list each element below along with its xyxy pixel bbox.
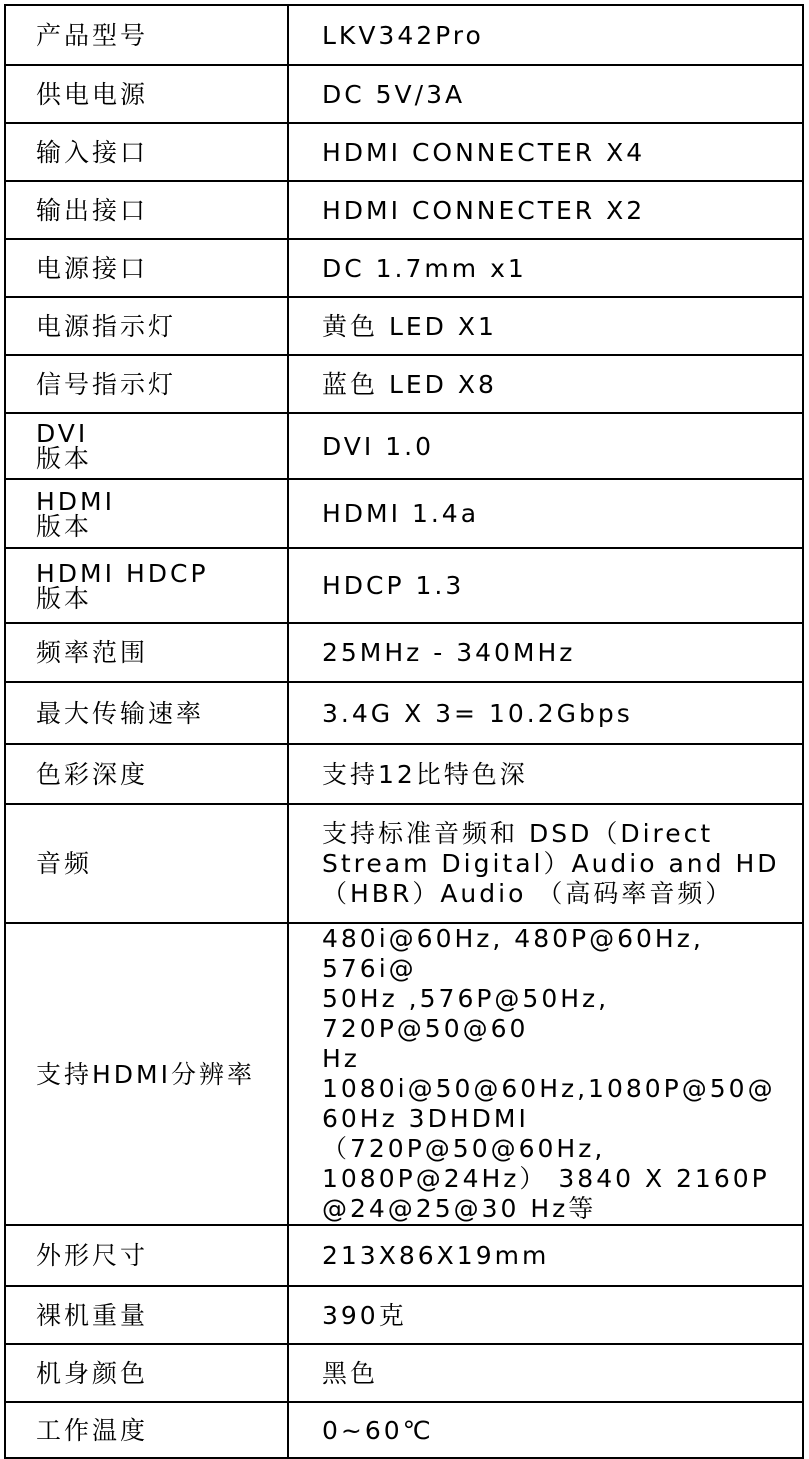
table-row xyxy=(5,297,803,355)
row-value: 支持12比特色深 xyxy=(288,744,803,804)
table-row xyxy=(5,181,803,239)
row-value: HDMI CONNECTER X4 xyxy=(288,123,803,181)
row-label: 外形尺寸 xyxy=(5,1225,288,1286)
row-value: HDCP 1.3 xyxy=(288,548,803,623)
table-row xyxy=(5,744,803,804)
table-row xyxy=(5,123,803,181)
table-row xyxy=(5,413,803,479)
table-row xyxy=(5,1225,803,1286)
row-value: HDMI CONNECTER X2 xyxy=(288,181,803,239)
row-label: 色彩深度 xyxy=(5,744,288,804)
row-label: 支持HDMI分辨率 xyxy=(5,923,288,1225)
row-label: 供电电源 xyxy=(5,65,288,123)
row-label: 裸机重量 xyxy=(5,1286,288,1344)
row-label: HDMI HDCP 版本 xyxy=(5,548,288,623)
table-row xyxy=(5,5,803,65)
row-label: 电源接口 xyxy=(5,239,288,297)
row-value: 25MHz - 340MHz xyxy=(288,623,803,682)
row-value: 3.4G X 3= 10.2Gbps xyxy=(288,682,803,744)
spec-table xyxy=(4,4,804,1459)
row-value: 390克 xyxy=(288,1286,803,1344)
table-row xyxy=(5,923,803,1225)
table-row xyxy=(5,548,803,623)
row-value: 蓝色 LED X8 xyxy=(288,355,803,413)
row-label: 输出接口 xyxy=(5,181,288,239)
row-label: 频率范围 xyxy=(5,623,288,682)
row-value: DC 5V/3A xyxy=(288,65,803,123)
table-row xyxy=(5,1402,803,1458)
row-label: 机身颜色 xyxy=(5,1344,288,1402)
row-label: DVI 版本 xyxy=(5,413,288,479)
table-row xyxy=(5,239,803,297)
row-value: 480i@60Hz, 480P@60Hz, 576i@ 50Hz ,576P@50Hz, 720P@50@60 Hz 1080i@50@60Hz,1080P@50@ 60Hz 3DHDMI（720P@50@60Hz, 1080P@24Hz） 3840 X 2160P @24@25@30 Hz等 xyxy=(288,923,803,1225)
table-row xyxy=(5,623,803,682)
row-label: HDMI 版本 xyxy=(5,479,288,548)
spec-table-body xyxy=(5,5,803,1458)
table-row xyxy=(5,65,803,123)
row-value: 黄色 LED X1 xyxy=(288,297,803,355)
table-row xyxy=(5,682,803,744)
row-value: HDMI 1.4a xyxy=(288,479,803,548)
table-row xyxy=(5,804,803,923)
row-label: 信号指示灯 xyxy=(5,355,288,413)
row-label: 电源指示灯 xyxy=(5,297,288,355)
row-label: 最大传输速率 xyxy=(5,682,288,744)
row-label: 产品型号 xyxy=(5,5,288,65)
row-label: 音频 xyxy=(5,804,288,923)
table-row xyxy=(5,479,803,548)
table-row xyxy=(5,1344,803,1402)
row-value: 支持标准音频和 DSD（Direct Stream Digital）Audio and HD （HBR）Audio （高码率音频） xyxy=(288,804,803,923)
row-label: 输入接口 xyxy=(5,123,288,181)
table-row xyxy=(5,355,803,413)
table-row xyxy=(5,1286,803,1344)
row-value: DVI 1.0 xyxy=(288,413,803,479)
row-label: 工作温度 xyxy=(5,1402,288,1458)
row-value: 213X86X19mm xyxy=(288,1225,803,1286)
row-value: 0~60℃ xyxy=(288,1402,803,1458)
row-value: LKV342Pro xyxy=(288,5,803,65)
row-value: 黑色 xyxy=(288,1344,803,1402)
row-value: DC 1.7mm x1 xyxy=(288,239,803,297)
